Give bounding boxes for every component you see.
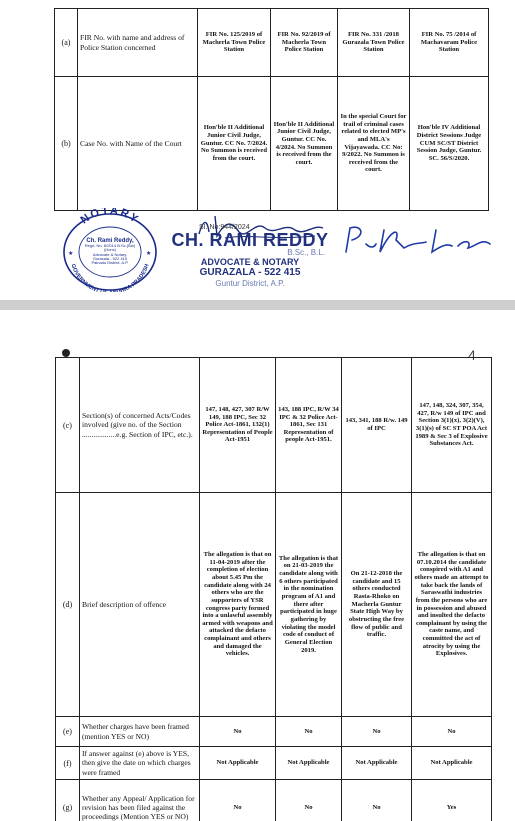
row-label: (e) — [56, 717, 80, 747]
table-cell: FIR No. 125/2019 of Macherla Town Police Station — [198, 9, 271, 77]
table-cell: The allegation is that on 21-03-2019 the candidate along with 6 others participated in the nomination program of A1 and there after participated in huge gathering by violating the model code of conduct of General Election 2019. — [276, 493, 342, 717]
stamp-name: Ch. Rami Reddy, — [86, 238, 134, 244]
seal-district: Guntur District, A.P. — [215, 278, 285, 288]
row-question: Section(s) of concerned Acts/Codes involved (give no. of the Section ..................e.g. Section of IPC, etc.). — [80, 358, 200, 493]
page-gap — [0, 300, 515, 310]
table-cell: In the special Court for trail of criminal cases related to elected MP's and MLA's Vijayawada. CC No: 9/2022. No Summon is received from the court. — [338, 77, 410, 211]
case-table-page-1 — [54, 8, 489, 211]
document-page-1 — [0, 0, 515, 300]
table-cell: No — [200, 717, 276, 747]
table-cell: FIR No. 92/2019 of Macherla Town Police Station — [271, 9, 338, 77]
row-label: (g) — [56, 780, 80, 821]
notary-stamp — [60, 208, 160, 292]
row-question: Brief description of offence — [80, 493, 200, 717]
row-label: (c) — [56, 358, 80, 493]
table-row — [56, 493, 492, 717]
document-page-2 — [0, 310, 515, 821]
stamp-text — [81, 238, 139, 265]
row-question: FIR No. with name and address of Police Station concerned — [78, 9, 198, 77]
signature — [340, 222, 500, 260]
table-cell: 147, 148, 427, 307 R/W 149, 188 IPC, Sec 32 Police Act-1861, 132(1) Representation of People Act-1951 — [200, 358, 276, 493]
table-cell: Hon'ble II Additional Junior Civil Judge, Guntur. CC No. 7/2024. No Summon is received from the court. — [198, 77, 271, 211]
seal-role: ADVOCATE & NOTARY — [200, 256, 300, 267]
stamp-line: Gurazala - 522 415 — [92, 255, 128, 261]
case-table-page-2 — [55, 357, 492, 821]
stamp-line: Palnadu District, A.P. — [91, 260, 129, 266]
table-cell: 143, 341, 188 R/w. 149 of IPC — [342, 358, 412, 493]
hole-punch-dot — [62, 349, 70, 357]
table-cell: FIR No. 331 /2018 Gurazala Town Police Station — [338, 9, 410, 77]
row-label: (d) — [56, 493, 80, 717]
table-row — [56, 780, 492, 821]
row-label: (a) — [55, 9, 78, 77]
table-cell: 143, 188 IPC, R/W 34 IPC & 32 Police Act-1861, Sec 131 Representation of people Act-1951. — [276, 358, 342, 493]
table-cell: Yes — [412, 780, 492, 821]
star-icon: ★ — [146, 251, 152, 257]
row-question: If answer against (e) above is YES, then give the date on which charges were framed — [80, 747, 200, 780]
table-cell: No — [200, 780, 276, 821]
table-cell: 147, 148, 324, 307, 354, 427, R/w 149 of IPC and Section 3(1)(x), 3(2)(V), 3(1)(s) of SC ST POA Act 1989 & Sec 3 of Explosive Substances Act. — [412, 358, 492, 493]
stamp-line: Regd. No. 8/2014 B.Sc.(Bio)(Hons) — [84, 243, 136, 253]
stamp-line: Advocate & Notary, — [92, 251, 128, 257]
seal-number: SI. No:944/2024 — [199, 224, 250, 231]
stamp-ring-top: NOTARY — [78, 208, 142, 227]
table-row — [56, 747, 492, 780]
table-cell: No — [276, 717, 342, 747]
row-question: Whether charges have been framed (mention YES or NO) — [80, 717, 200, 747]
table-cell: The allegation is that on 11-04-2019 after the completion of election about 5.45 Pm the candidate along with 24 others who are the supporters of YSR congress party formed into a unlawful assembly armed with weapons and attacked the defacto complainant and others and damaged the vehicles. — [200, 493, 276, 717]
table-cell: No — [412, 717, 492, 747]
seal-qualification: B.Sc., B.L. — [287, 247, 325, 257]
table-cell: Not Applicable — [200, 747, 276, 780]
table-cell: FIR No. 75 /2014 of Machavaram Police Station — [410, 9, 489, 77]
table-row — [55, 9, 489, 77]
table-row — [56, 358, 492, 493]
svg-text:GOVERNMENT OF ANDHRA PRADESH — [69, 260, 151, 292]
row-label: (b) — [55, 77, 78, 211]
table-cell: Not Applicable — [276, 747, 342, 780]
row-label: (f) — [56, 747, 80, 780]
row-question: Case No. with Name of the Court — [78, 77, 198, 211]
table-row — [55, 77, 489, 211]
table-cell: No — [276, 780, 342, 821]
table-cell: No — [342, 780, 412, 821]
page-number: 4 — [468, 347, 476, 363]
table-cell: On 21-12-2018 the candidate and 15 others conducted Rasta-Rhoko on Macherla Guntur State High Way by obstructing the free flow of public and traffic. — [342, 493, 412, 717]
table-cell: Not Applicable — [412, 747, 492, 780]
table-cell: No — [342, 717, 412, 747]
stamp-ring-bottom: GOVERNMENT HRA PRADESH — [69, 263, 151, 292]
row-question: Whether any Appeal/ Application for revision has been filed against the proceedings (Mention YES or NO) — [80, 780, 200, 821]
seal-name: CH. RAMI REDDY — [171, 230, 329, 250]
table-cell: Hon'ble IV Additional District Sessions Judge CUM SC/ST District Session Judge, Guntur. SC. 56/S/2020. — [410, 77, 489, 211]
table-row — [56, 717, 492, 747]
table-cell: Not Applicable — [342, 747, 412, 780]
table-cell: Hon'ble II Additional Junior Civil Judge, Guntur. CC No. 4/2024. No Summon is received from the court. — [271, 77, 338, 211]
advocate-seal — [165, 224, 335, 288]
star-icon: ★ — [68, 251, 74, 257]
table-cell: The allegation is that on 07.10.2014 the candidate conspired with A1 and others made an attempt to take back the lands of Saraswathi industries from the persons who are in possession and abused and insulted the defacto complainant by using the caste name, and committed the act of atrocity by using the Explosives. — [412, 493, 492, 717]
seal-place: GURAZALA - 522 415 — [199, 267, 301, 279]
svg-text:NOTARY — [79, 208, 142, 227]
